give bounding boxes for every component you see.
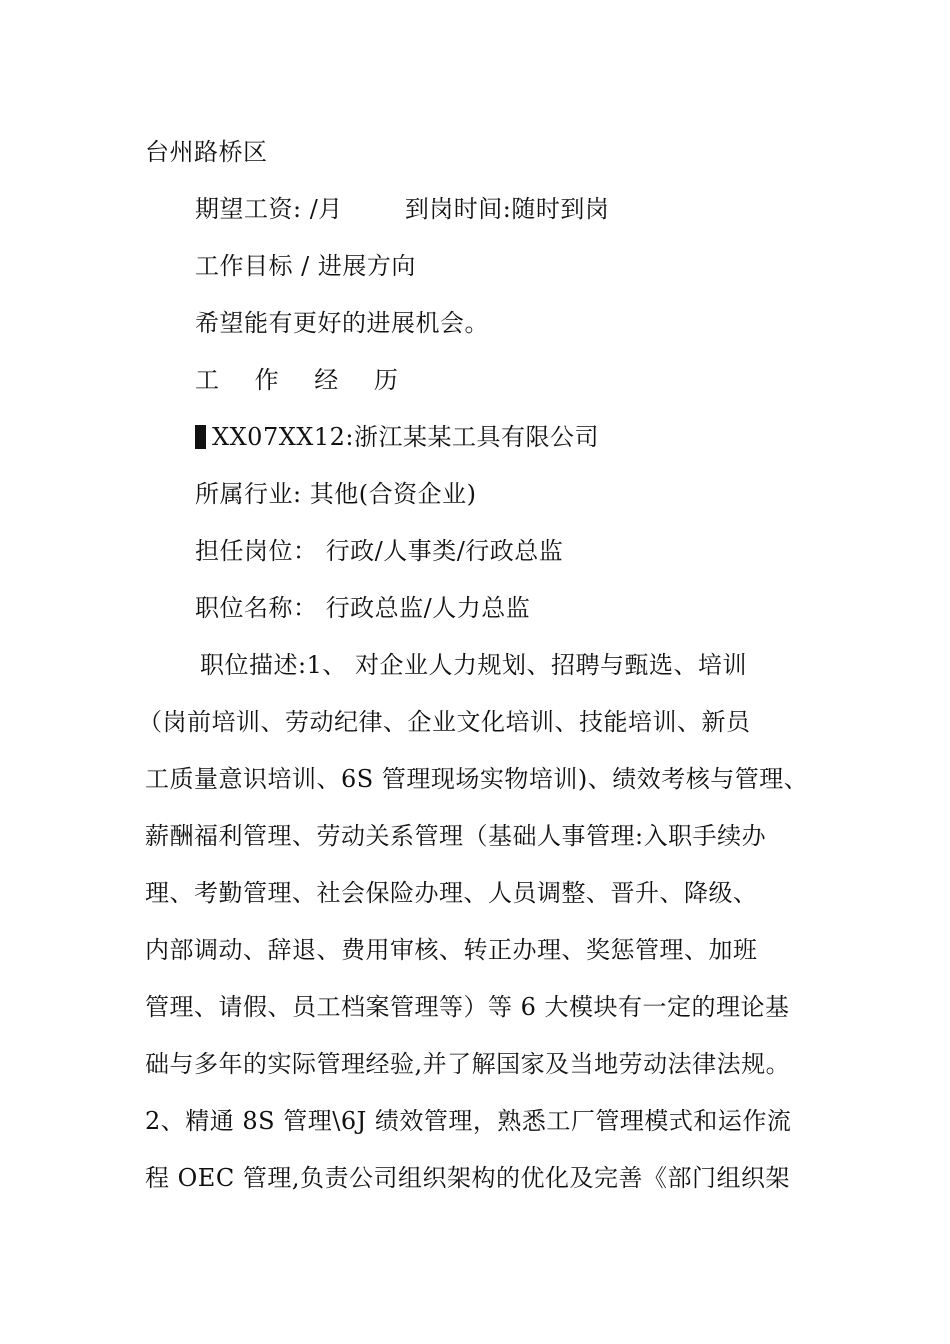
description-line: 薪酬福利管理、劳动关系管理（基础人事管理:入职手续办 [145, 822, 767, 850]
experience-heading: 工 作 经 历 [195, 366, 412, 394]
description-line: 职位描述:1、 对企业人力规划、招聘与甄选、培训 [200, 651, 747, 679]
job-post: 担任岗位： 行政/人事类/行政总监 [195, 537, 564, 565]
description-line: 础与多年的实际管理经验,并了解国家及当地劳动法律法规。 [145, 1050, 791, 1078]
job-period-company-text: XX07XX12:浙江某某工具有限公司 [212, 423, 600, 451]
description-line: （岗前培训、劳动纪律、企业文化培训、技能培训、新员 [138, 708, 751, 736]
arrival-time: 到岗时间:随时到岗 [404, 195, 610, 223]
location-text: 台州路桥区 [145, 138, 268, 166]
bullet-marker-icon [195, 425, 206, 449]
description-line: 2、精通 8S 管理\6J 绩效管理，熟悉工厂管理模式和运作流 [145, 1107, 792, 1135]
description-line: 工质量意识培训、6S 管理现场实物培训)、绩效考核与管理、 [145, 765, 809, 793]
goal-heading: 工作目标 / 进展方向 [195, 252, 416, 280]
goal-text: 希望能有更好的进展机会。 [195, 309, 489, 337]
expected-salary: 期望工资: /月 [195, 195, 343, 223]
job-period-company [195, 421, 599, 453]
description-line: 程 OEC 管理,负责公司组织架构的优化及完善《部门组织架 [145, 1164, 790, 1192]
job-industry: 所属行业: 其他(合资企业) [195, 480, 477, 508]
description-line: 理、考勤管理、社会保险办理、人员调整、晋升、降级、 [145, 879, 758, 907]
salary-arrival-row [195, 193, 609, 225]
job-title: 职位名称： 行政总监/人力总监 [195, 594, 531, 622]
description-line: 管理、请假、员工档案管理等）等 6 大模块有一定的理论基 [145, 993, 790, 1021]
description-line: 内部调动、辞退、费用审核、转正办理、奖惩管理、加班 [145, 936, 758, 964]
